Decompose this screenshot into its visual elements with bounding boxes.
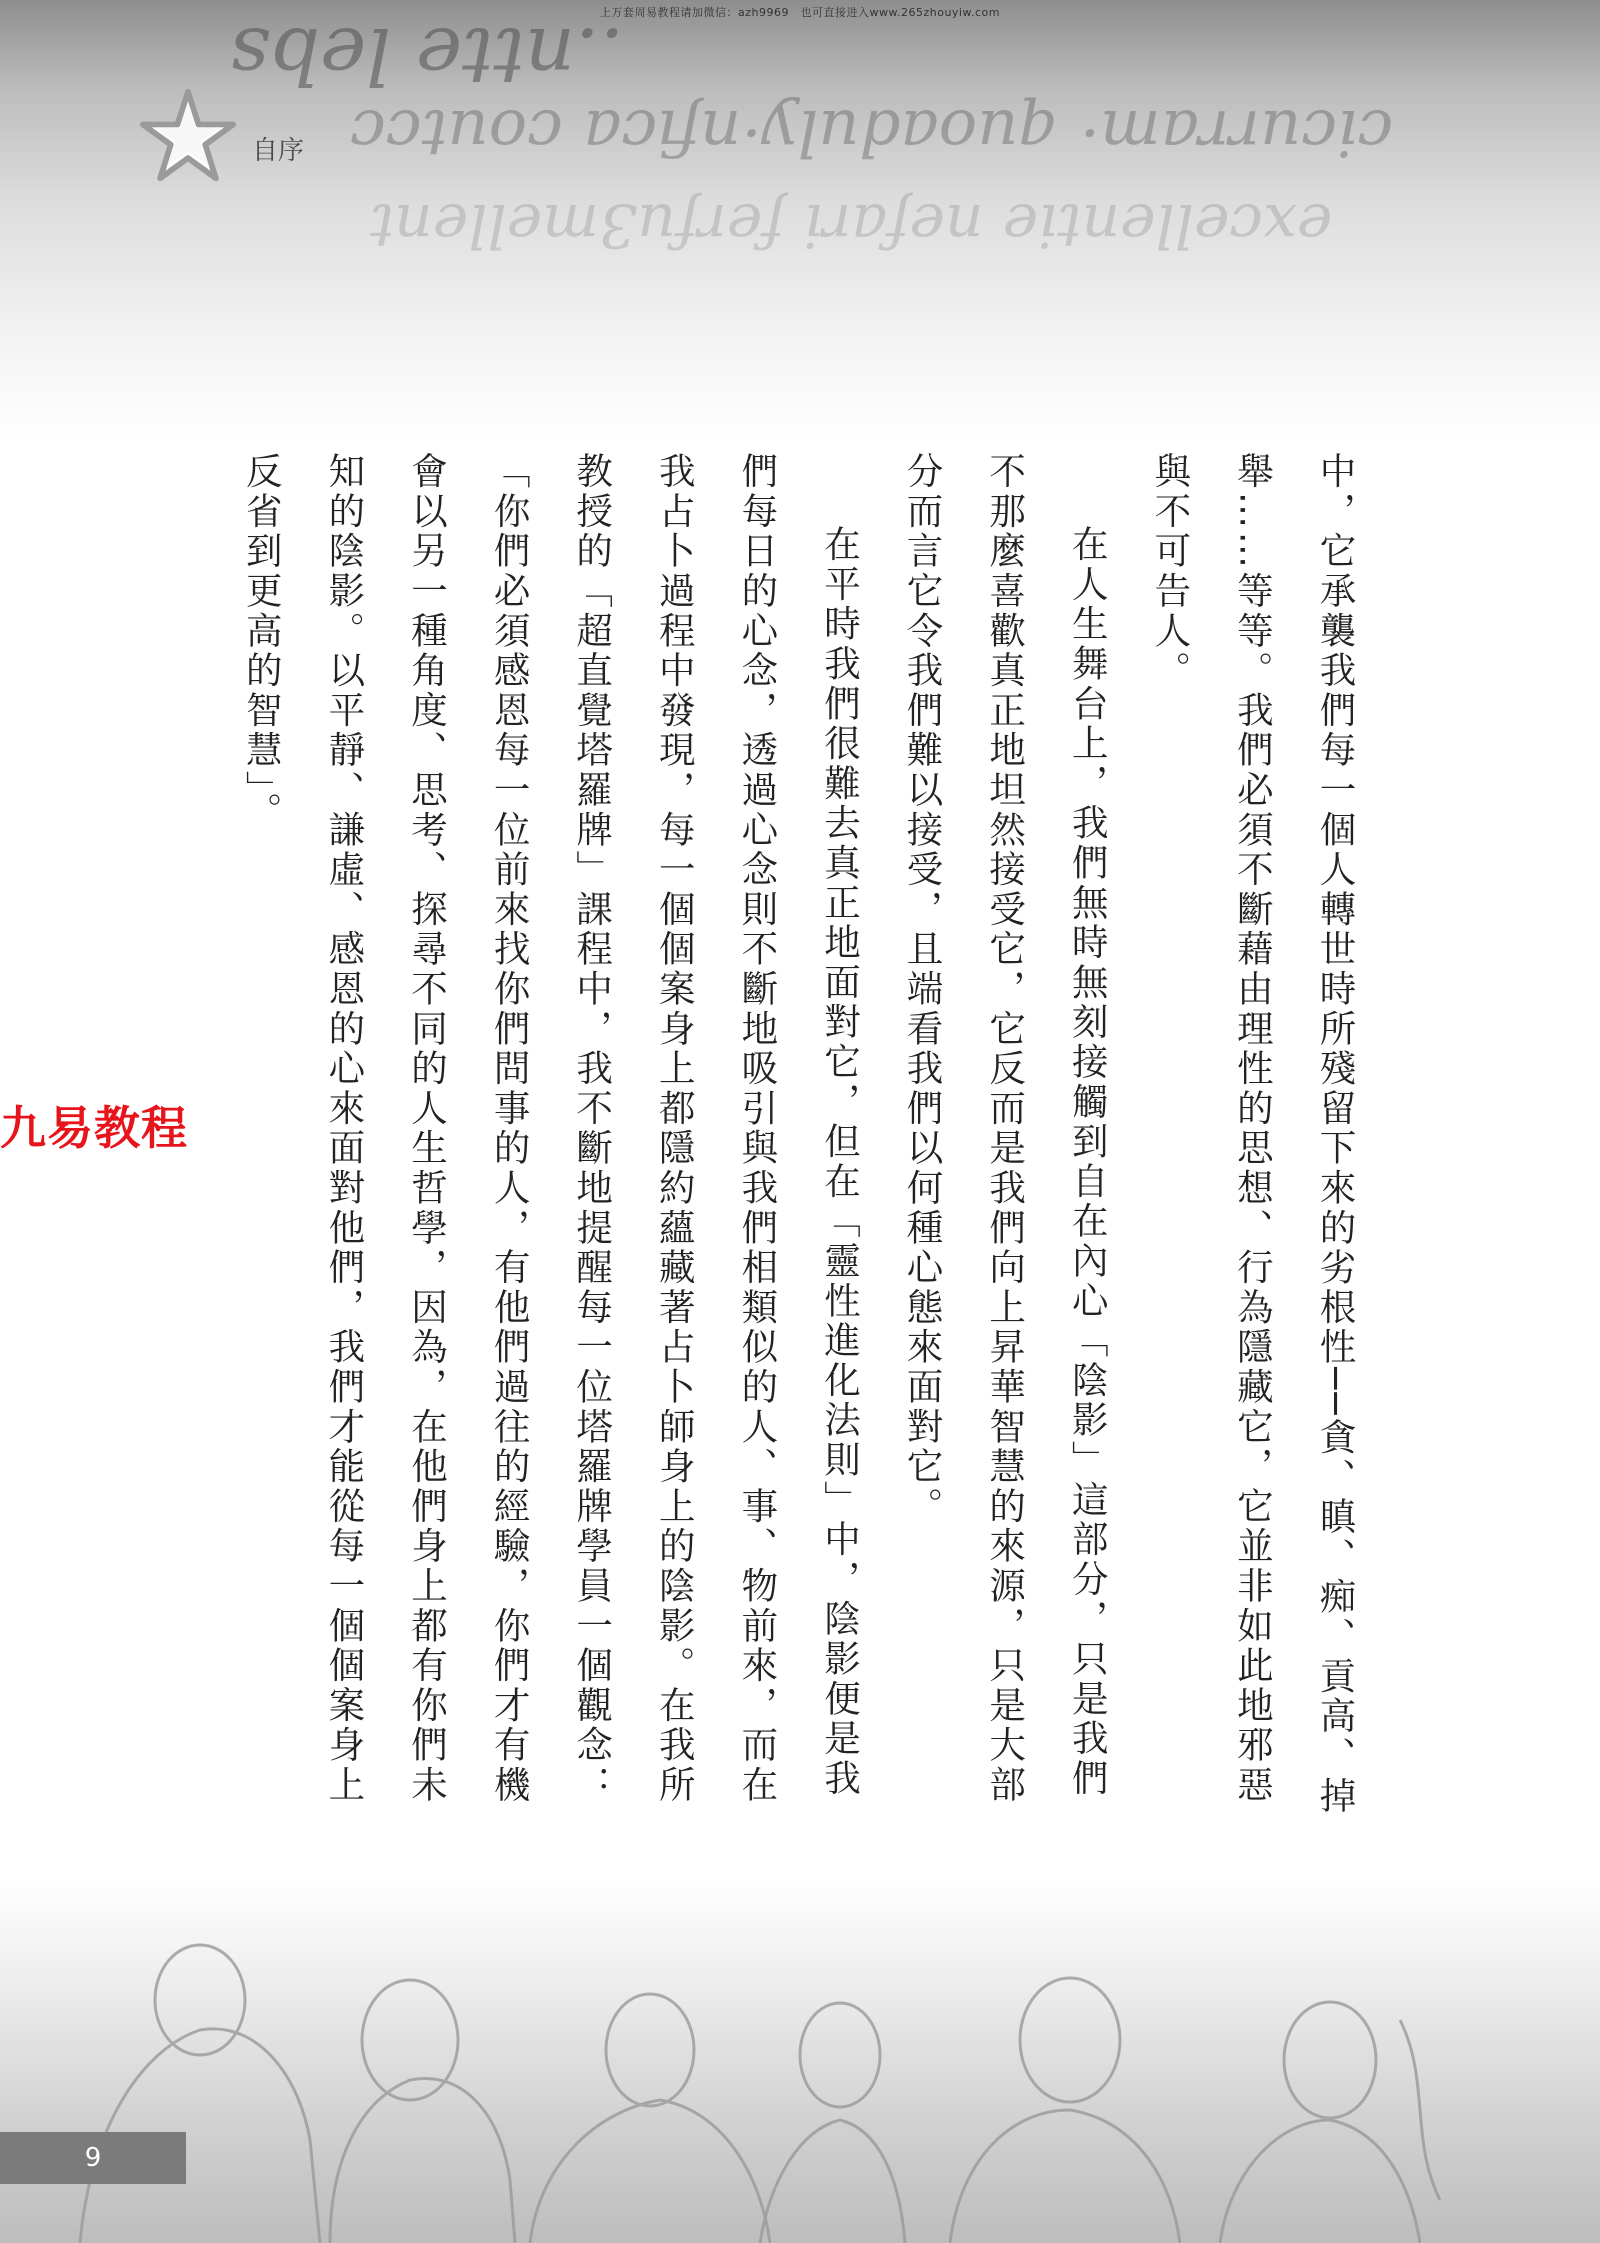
paragraph-3: 在平時我們很難去真正地面對它，但在「靈性進化法則」中，陰影便是我們每日的心念，透過心念則不斷地吸引與我們相類似的人、事、物前來，而在我占卜過程中發現，每一個個案身上都隱約蘊藏著占卜師身上的陰影。在我所教授的「超直覺塔羅牌」課程中，我不斷地提醒每一位塔羅牌學員一個觀念：「你們必須感恩每一位前來找你們問事的人，有他們過往的經驗，你們才有機會以另一種角度、思考、探尋不同的人生哲學，因為，在他們身上都有你們未知的陰影。以平靜、謙虛、感恩的心來面對他們，我們才能從每一個個案身上反省到更高的智慧」。 bbox=[240, 452, 862, 1806]
background-script-line: ..ntte lebs bbox=[230, 10, 625, 100]
background-script-line: excellentie nefari ferfu3mellent bbox=[370, 190, 1333, 260]
page-number-box bbox=[0, 2132, 186, 2184]
header-background bbox=[0, 0, 1600, 440]
page-number: 9 bbox=[84, 2143, 102, 2173]
watermark-label: 九易教程 bbox=[0, 1101, 188, 1155]
footer-illustration bbox=[0, 1880, 1600, 2243]
vertical-body-text bbox=[220, 452, 1376, 1822]
section-title: 自序 bbox=[252, 136, 305, 166]
paragraph-1: 中，它承襲我們每一個人轉世時所殘留下來的劣根性──貪、瞋、痴、貢高、掉舉……等等。我們必須不斷藉由理性的思想、行為隱藏它，它並非如此地邪惡與不可告人。 bbox=[1148, 452, 1357, 1816]
background-script-line: cicurram· quoaduly·nfica coutcc bbox=[350, 95, 1394, 169]
paragraph-2: 在人生舞台上，我們無時無刻接觸到自在內心「陰影」這部分，只是我們不那麼喜歡真正地坦然接受它，它反而是我們向上昇華智慧的來源，只是大部分而言它令我們難以接受，且端看我們以何種心態來面對它。 bbox=[901, 452, 1110, 1806]
star-icon bbox=[140, 88, 236, 184]
figures-illustration bbox=[0, 1880, 1600, 2243]
top-watermark-note: 上万套周易教程请加微信：azh9969 也可直接进入www.265zhouyiw.com bbox=[600, 6, 1000, 19]
